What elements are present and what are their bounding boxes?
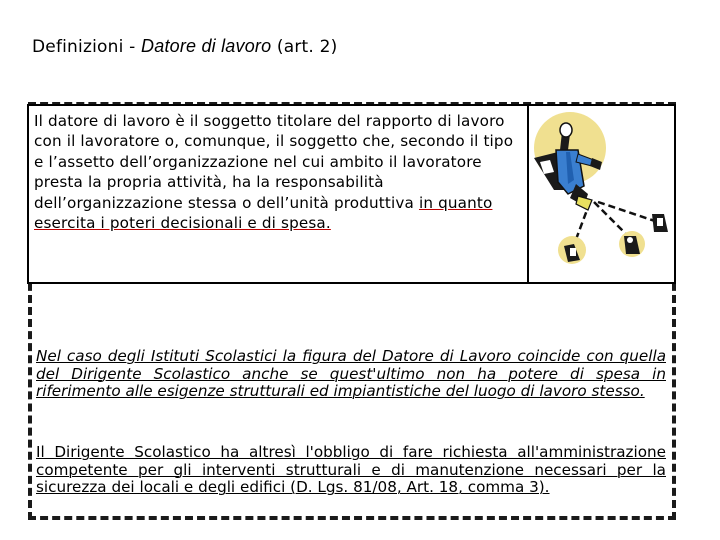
definition-body: Il datore di lavoro è il soggetto titolare del rapporto di lavoro con il lavoratore o, comunque, il soggetto che, secondo il tipo e l’assetto dell’organizzazione nel cui ambito il lavoratore presta la propria attività, ha la responsabilità dell’organizzazione stessa o dell’unità produttiva (34, 112, 514, 212)
subordinate-person (619, 231, 645, 257)
definition-highlight-text: in quanto esercita i poteri decisionali e di spesa. (34, 193, 493, 233)
title-suffix: (art. 2) (271, 37, 338, 57)
definition-text (34, 111, 526, 233)
subordinate-person (652, 214, 668, 232)
manager-delegating-people-icon (528, 110, 674, 280)
subordinate-person (558, 236, 586, 264)
title-emphasis: Datore di lavoro (141, 36, 272, 56)
schools-paragraph: Nel caso degli Istituti Scolastici la figura del Datore di Lavoro coincide con quella del Dirigente Scolastico anche se quest'ultimo non ha potere di spesa in riferimento alle esigenze strutturali ed impiantistiche del luogo di lavoro stesso. (36, 347, 666, 401)
page-title (32, 36, 337, 57)
obligation-paragraph: Il Dirigente Scolastico ha altresì l'obbligo di fare richiesta all'amministrazione competente per gli interventi strutturali e di manutenzione necessari per la sicurezza dei locali e degli edifici (D. Lgs. 81/08, Art. 18, comma 3). (36, 443, 666, 497)
title-prefix: Definizioni - (32, 37, 142, 57)
